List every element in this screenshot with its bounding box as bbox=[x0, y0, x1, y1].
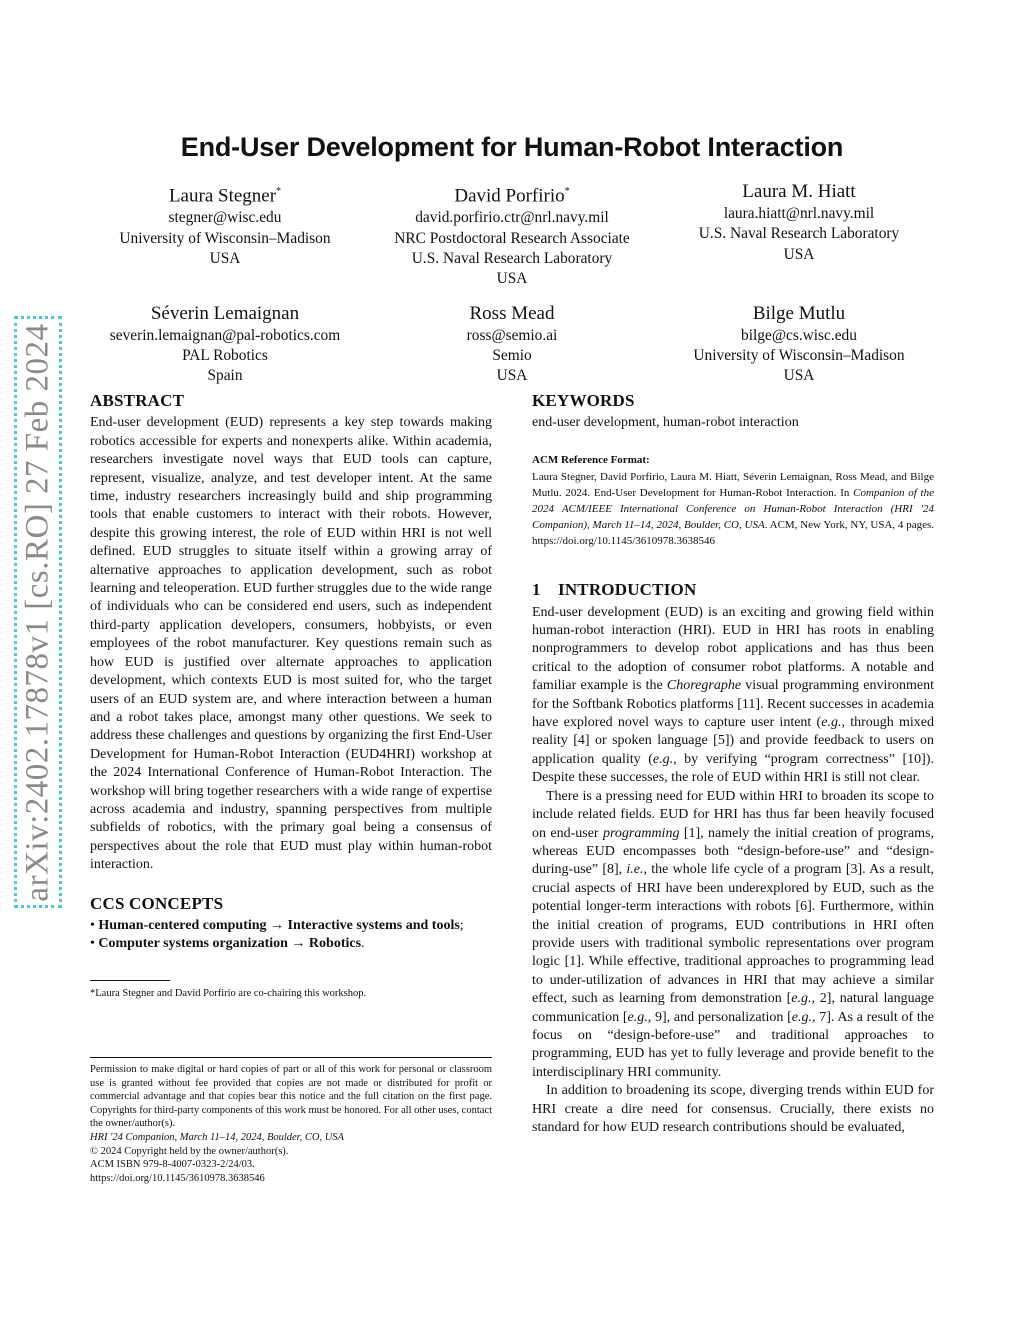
intro-paragraph bbox=[532, 788, 934, 1083]
author-name-text: Laura Stegner bbox=[168, 185, 277, 207]
ccs-item bbox=[90, 917, 492, 935]
isbn-line: ACM ISBN 979-8-4007-0323-2/24/03. bbox=[90, 1159, 255, 1171]
section-title: INTRODUCTION bbox=[558, 580, 697, 600]
author-country: USA bbox=[496, 367, 528, 385]
author-country: Spain bbox=[207, 367, 243, 385]
ccs-end: . bbox=[361, 936, 365, 952]
text-run: , 7]. As a result of the focus on “design-before-use” and traditional approaches to programming, EUD has yet to fully leverage and provide benefit to the interdisciplinary HRI community. bbox=[532, 1009, 934, 1080]
ccs-section bbox=[90, 895, 492, 954]
acm-ref-text bbox=[532, 469, 934, 549]
author-block bbox=[90, 180, 934, 386]
author-name-text: David Porfirio bbox=[454, 185, 565, 207]
emphasis: e.g. bbox=[791, 991, 812, 1007]
author-country: USA bbox=[783, 245, 815, 263]
author-name bbox=[90, 180, 360, 208]
author-row bbox=[90, 302, 934, 387]
emphasis: i.e. bbox=[626, 862, 644, 878]
author-card bbox=[90, 180, 360, 290]
arxiv-stamp-text: arXiv:2402.17878v1 [cs.RO] 27 Feb 2024 bbox=[19, 322, 56, 902]
author-name-text: Laura M. Hiatt bbox=[742, 181, 856, 202]
author-name bbox=[664, 180, 934, 204]
author-affiliation: U.S. Naval Research Laboratory bbox=[411, 249, 613, 267]
arrow-icon: → bbox=[270, 917, 285, 933]
author-card bbox=[664, 180, 934, 290]
text-run: [1], namely the initial creation of programs, whereas EUD encompasses both “design-before-use” and “design-during-use” [8], bbox=[532, 825, 934, 878]
author-country: USA bbox=[496, 270, 528, 288]
author-name: Séverin Lemaignan bbox=[150, 302, 300, 324]
author-affiliation: U.S. Naval Research Laboratory bbox=[698, 225, 900, 243]
author-affiliation: NRC Postdoctoral Research Associate bbox=[394, 229, 630, 247]
venue-line bbox=[90, 1131, 492, 1145]
intro-paragraph bbox=[532, 604, 934, 788]
doi-line: https://doi.org/10.1145/3610978.3638546 bbox=[90, 1172, 265, 1184]
left-column bbox=[90, 392, 492, 1001]
author-affiliation: Semio bbox=[492, 346, 532, 364]
author-country: USA bbox=[209, 249, 241, 267]
author-affiliation: University of Wisconsin–Madison bbox=[693, 346, 905, 364]
copyright-line: © 2024 Copyright held by the owner/author(s). bbox=[90, 1145, 289, 1157]
text-run: visual programming environment for the Softbank Robotics platforms [11]. Recent successes in academia have explored novel ways to capture user intent ( bbox=[532, 678, 934, 731]
text-run: , 2], natural language communication [ bbox=[532, 991, 934, 1025]
ccs-concept: Robotics bbox=[308, 936, 362, 952]
arxiv-stamp bbox=[14, 316, 62, 908]
right-column bbox=[532, 392, 934, 1137]
author-email: david.porfirio.ctr@nrl.navy.mil bbox=[415, 209, 609, 227]
author-affiliation: University of Wisconsin–Madison bbox=[119, 229, 331, 247]
keywords-heading: KEYWORDS bbox=[532, 391, 635, 410]
emphasis: e.g. bbox=[791, 1009, 812, 1025]
author-card bbox=[377, 180, 647, 290]
author-name: Bilge Mutlu bbox=[752, 302, 846, 324]
intro-paragraph: In addition to broadening its scope, diverging trends within EUD for HRI create a dire need for consensus. Crucially, there exists no standard for how EUD research contributions should be evaluated, bbox=[532, 1083, 934, 1135]
ccs-item bbox=[90, 935, 492, 953]
author-name bbox=[377, 180, 647, 208]
venue-text: HRI '24 Companion, March 11–14, 2024, Boulder, CO, USA bbox=[90, 1131, 344, 1143]
emphasis: programming bbox=[602, 825, 680, 841]
acm-ref-heading: ACM Reference Format: bbox=[532, 453, 650, 466]
text-run: , 9], and personalization [ bbox=[647, 1009, 792, 1025]
bullet: • bbox=[90, 917, 95, 933]
abstract-text: End-user development (EUD) represents a key step towards making robotics accessible for experts and nonexperts alike. Within academia, researchers investigate novel ways that EUD tools can capture, represent, visualize, analyze, and test developer intent. At the same time, industry researchers increasingly build and ship programming tools that enable customers to interact with their robots. However, despite this growing interest, the role of EUD within HRI is not well defined. EUD struggles to situate itself within a growing array of alternative approaches to application development, such as robot learning and teleoperation. EUD further struggles due to the wide range of individuals who can be considered end users, such as independent third-party application developers, consumers, hobbyists, or even employees of the robot manufacturer. Key questions remain such as how EUD is justified over alternate approaches to application development, which contexts EUD is most suited for, who the target users of an EUD system are, and where interaction between a human and a robot takes place, amongst many other questions. We seek to address these challenges and questions by organizing the first End-User Development for Human-Robot Interaction (EUD4HRI) workshop at the 2024 International Conference of Human-Robot Interaction. The workshop will bring together researchers with a wide range of expertise across academia and industry, spanning perspectives from multiple subfields of robotics, with the primary goal being a consensus of perspectives about the role that EUD must play within human-robot interaction. bbox=[90, 415, 492, 873]
author-card bbox=[664, 302, 934, 387]
author-email: stegner@wisc.edu bbox=[168, 209, 282, 227]
emphasis: Choregraphe bbox=[666, 678, 742, 694]
author-mark: * bbox=[276, 186, 282, 197]
text-run: There is a pressing need for EUD within HRI to broaden its scope to include related fields. EUD for HRI has thus far been heavily focused on end-user bbox=[532, 788, 934, 841]
paper-title: End-User Development for Human-Robot Interaction bbox=[180, 132, 844, 162]
author-name: Ross Mead bbox=[469, 302, 555, 324]
abstract-heading: ABSTRACT bbox=[90, 391, 185, 410]
author-mark: * bbox=[564, 186, 570, 197]
text-run: , by verifying “program correctness” [10]). Despite these successes, the role of EUD within HRI is still not clear. bbox=[532, 751, 935, 786]
emphasis: e.g. bbox=[821, 715, 842, 731]
acm-ref-part: Laura Stegner, David Porfirio, Laura M. Hiatt, Séverin Lemaignan, Ross Mead, and Bilge Mutlu. 2024. End-User Development for Human-Robot Interaction. In bbox=[532, 471, 934, 500]
emphasis: e.g. bbox=[652, 751, 674, 767]
text-run: , through mixed reality [4] or spoken language [5]) and provide feedback to users on application quality ( bbox=[532, 715, 934, 767]
acm-ref-part: . ACM, New York, NY, USA, 4 pages. https://doi.org/10.1145/3610978.3638546 bbox=[532, 519, 935, 548]
author-affiliation: PAL Robotics bbox=[182, 346, 268, 364]
author-email: severin.lemaignan@pal-robotics.com bbox=[109, 326, 341, 344]
ccs-end: ; bbox=[459, 917, 464, 933]
ccs-concept: Interactive systems and tools bbox=[287, 917, 460, 933]
author-row bbox=[90, 180, 934, 290]
text-run: End-user development (EUD) is an exciting and growing field within human-robot interaction (HRI). EUD in HRI has roots in enabling nonprogrammers to develop robot applications and has thus been critical to the adoption of consumer robot platforms. A notable and familiar example is the bbox=[532, 604, 934, 694]
arrow-icon: → bbox=[291, 936, 306, 952]
emphasis: e.g. bbox=[627, 1009, 648, 1025]
author-email: ross@semio.ai bbox=[466, 326, 558, 344]
bullet: • bbox=[90, 936, 95, 952]
text-run: , the whole life cycle of a program [3]. As a result, crucial aspects of HRI have been underexplored by EUD, such as the potential longer-term interactions with robots [6]. Furthermore, within the initial creation of programs, EUD contributions in HRI often provide users with traditional symbolic representations over program logic [1]. While effective, traditional approaches to programming lead to under-utilization of advances in HRI that may achieve a similar effect, such as learning from demonstration [ bbox=[532, 862, 934, 1007]
keywords-text: end-user development, human-robot interaction bbox=[532, 415, 799, 431]
author-email: laura.hiatt@nrl.navy.mil bbox=[723, 205, 875, 222]
ccs-concept: Computer systems organization bbox=[98, 936, 288, 952]
ccs-heading: CCS CONCEPTS bbox=[90, 893, 224, 913]
footnote-rule bbox=[90, 980, 170, 981]
author-email: bilge@cs.wisc.edu bbox=[741, 326, 857, 344]
permission-text: Permission to make digital or hard copies of part or all of this work for personal or classroom use is granted without fee provided that copies are not made or distributed for profit or commercial advantage and that copies bear this notice and the full citation on the first page. Copyrights for third-party components of this work must be honored. For all other uses, contact the owner/author(s). bbox=[90, 1064, 492, 1130]
intro-heading bbox=[532, 581, 934, 599]
author-country: USA bbox=[783, 367, 815, 385]
footnote: *Laura Stegner and David Porfirio are co-chairing this workshop. bbox=[90, 987, 367, 999]
permission-block bbox=[90, 1057, 492, 1185]
ccs-concept: Human-centered computing bbox=[98, 917, 267, 933]
author-card bbox=[377, 302, 647, 387]
section-number: 1 bbox=[532, 580, 541, 600]
author-card bbox=[90, 302, 360, 387]
acm-ref-venue: Companion of the 2024 ACM/IEEE International Conference on Human-Robot Interaction (HRI '24 Companion), March 11–14, 2024, Boulder, CO, USA bbox=[532, 487, 934, 532]
